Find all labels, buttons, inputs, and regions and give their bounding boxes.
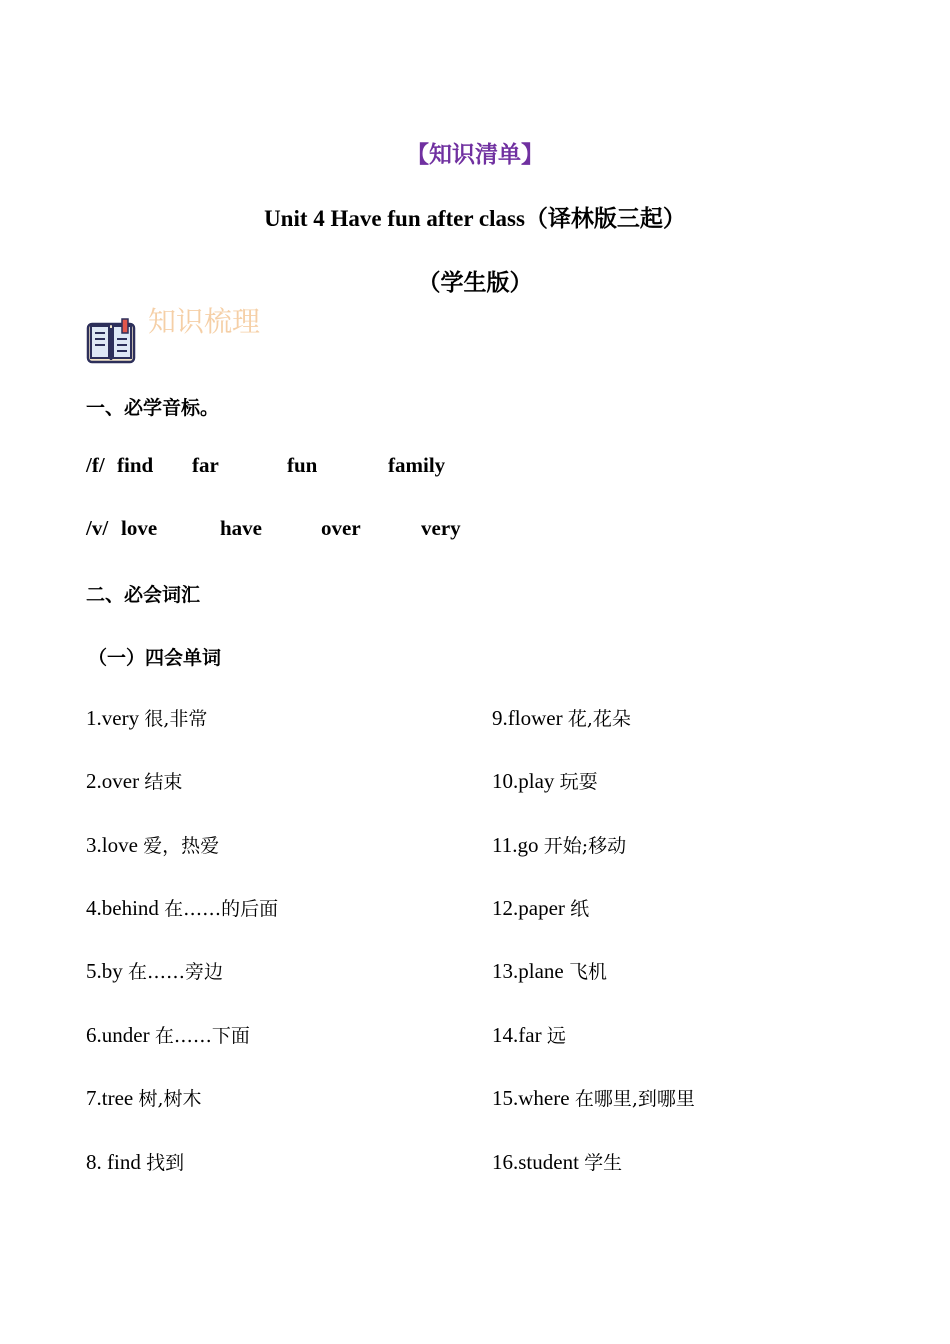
word-english: 5.by xyxy=(86,959,123,983)
word-item xyxy=(492,894,589,921)
word-chinese: 远 xyxy=(546,1025,566,1047)
word-item xyxy=(86,1084,202,1111)
word-english: 7.tree xyxy=(86,1086,134,1110)
word-item xyxy=(492,704,631,731)
word-item xyxy=(492,1148,622,1175)
word-chinese: 在……的后面 xyxy=(164,898,279,920)
phonics-word: love xyxy=(121,516,158,540)
word-english: 10.play xyxy=(492,769,555,793)
word-item xyxy=(492,831,626,858)
word-english: 16.student xyxy=(492,1150,579,1174)
phonics-heading: 一、必学音标。 xyxy=(86,397,220,419)
word-english: 2.over xyxy=(86,769,140,793)
word-english: 6.under xyxy=(86,1023,150,1047)
word-chinese: 在……下面 xyxy=(154,1025,250,1047)
word-item xyxy=(86,831,219,858)
phonics-symbol: /f/ xyxy=(86,453,105,477)
word-chinese: 学生 xyxy=(584,1152,623,1174)
word-item xyxy=(492,767,598,794)
word-english: 3.love xyxy=(86,833,138,857)
phonics-word: very xyxy=(421,516,461,540)
word-item xyxy=(86,1021,250,1048)
phonics-word: family xyxy=(388,453,446,477)
word-chinese: 飞机 xyxy=(568,961,607,983)
vocabulary-subheading: （一）四会单词 xyxy=(88,647,222,669)
document-edition: （学生版） xyxy=(417,270,533,295)
word-chinese: 爱，热爱 xyxy=(143,835,220,857)
word-english: 12.paper xyxy=(492,896,565,920)
word-item xyxy=(86,1148,184,1175)
word-chinese: 树,树木 xyxy=(138,1088,202,1110)
section-banner: 知识梳理 xyxy=(148,305,261,338)
phonics-symbol: /v/ xyxy=(86,516,109,540)
book-icon xyxy=(86,318,136,366)
word-chinese: 玩耍 xyxy=(559,771,598,793)
word-english: 8. find xyxy=(86,1150,141,1174)
word-chinese: 找到 xyxy=(146,1152,185,1174)
word-chinese: 结束 xyxy=(144,771,183,793)
word-item xyxy=(492,1021,566,1048)
word-item xyxy=(492,1084,695,1111)
phonics-word: over xyxy=(321,516,361,540)
word-item xyxy=(86,704,207,731)
word-chinese: 开始;移动 xyxy=(543,835,627,857)
word-chinese: 花,花朵 xyxy=(567,708,631,730)
word-english: 13.plane xyxy=(492,959,564,983)
word-chinese: 在……旁边 xyxy=(128,961,224,983)
word-chinese: 在哪里,到哪里 xyxy=(574,1088,695,1110)
word-english: 4.behind xyxy=(86,896,159,920)
phonics-word: find xyxy=(117,453,154,477)
phonics-word: far xyxy=(192,453,219,477)
word-english: 9.flower xyxy=(492,706,563,730)
word-english: 15.where xyxy=(492,1086,570,1110)
word-chinese: 很,非常 xyxy=(144,708,208,730)
word-english: 11.go xyxy=(492,833,539,857)
word-english: 14.far xyxy=(492,1023,542,1047)
word-item xyxy=(86,767,182,794)
document-title: Unit 4 Have fun after class（译林版三起） xyxy=(264,206,686,231)
word-item xyxy=(86,894,278,921)
word-item xyxy=(492,957,607,984)
phonics-word: have xyxy=(220,516,262,540)
document-kicker: 【知识清单】 xyxy=(406,142,544,167)
word-item xyxy=(86,957,223,984)
word-english: 1.very xyxy=(86,706,140,730)
word-chinese: 纸 xyxy=(570,898,590,920)
vocabulary-heading: 二、必会词汇 xyxy=(86,584,201,606)
phonics-word: fun xyxy=(287,453,318,477)
